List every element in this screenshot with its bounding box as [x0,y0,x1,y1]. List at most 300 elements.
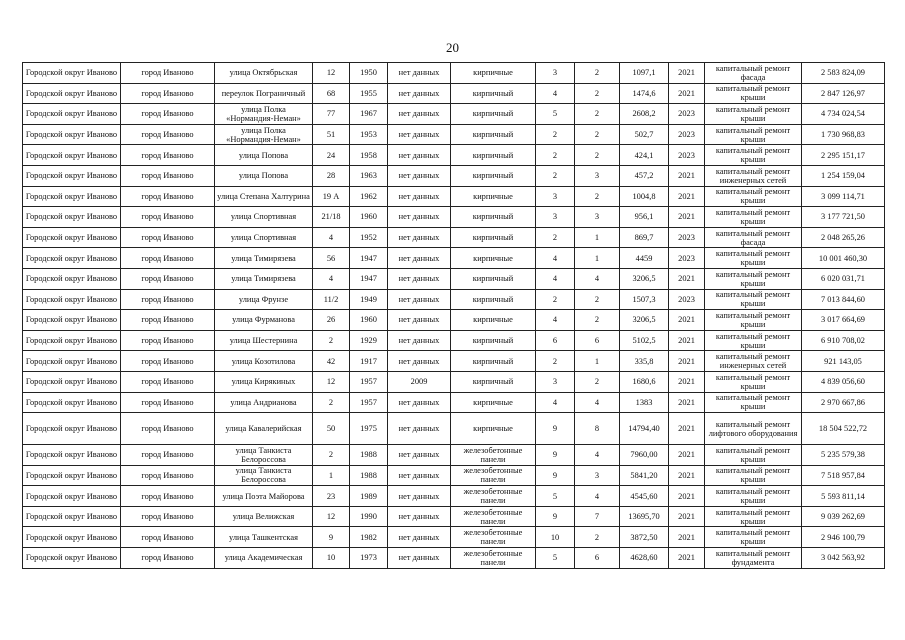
cell-area: 14794,40 [620,413,669,445]
cell-settlement: город Иваново [121,527,215,548]
cell-cost: 2 847 126,97 [802,83,885,104]
cell-house-number: 12 [313,63,350,84]
cell-municipality: Городской округ Иваново [23,486,121,507]
cell-work-type: капитальный ремонт крыши [705,83,802,104]
cell-house-number: 28 [313,165,350,186]
cell-floors: 4 [536,392,575,413]
cell-cost: 2 970 667,86 [802,392,885,413]
cell-house-number: 42 [313,351,350,372]
cell-street: улица Козотилова [215,351,313,372]
cell-floors: 3 [536,371,575,392]
cell-repair-year: 2023 [669,124,705,145]
cell-settlement: город Иваново [121,227,215,248]
cell-street: улица Велижская [215,506,313,527]
cell-street: улица Танкиста Белороссова [215,445,313,466]
cell-municipality: Городской округ Иваново [23,104,121,125]
cell-settlement: город Иваново [121,124,215,145]
cell-settlement: город Иваново [121,310,215,331]
cell-settlement: город Иваново [121,351,215,372]
cell-cost: 2 583 824,09 [802,63,885,84]
cell-area: 1097,1 [620,63,669,84]
cell-floors: 9 [536,465,575,486]
cell-floors: 5 [536,486,575,507]
cell-area: 869,7 [620,227,669,248]
cell-street: улица Спортивная [215,227,313,248]
cell-repair-year: 2021 [669,330,705,351]
cell-year-built: 1967 [350,104,388,125]
cell-year-reconstructed: нет данных [388,413,451,445]
cell-house-number: 68 [313,83,350,104]
cell-cost: 3 177 721,50 [802,207,885,228]
table-row [23,186,885,207]
cell-year-built: 1963 [350,165,388,186]
cell-municipality: Городской округ Иваново [23,83,121,104]
cell-wall-material: кирпичные [451,413,536,445]
cell-area: 7960,00 [620,445,669,466]
cell-year-reconstructed: нет данных [388,486,451,507]
cell-work-type: капитальный ремонт крыши [705,486,802,507]
cell-year-reconstructed: нет данных [388,186,451,207]
cell-municipality: Городской округ Иваново [23,268,121,289]
cell-cost: 5 593 811,14 [802,486,885,507]
cell-street: улица Академическая [215,548,313,569]
cell-floors: 4 [536,310,575,331]
cell-work-type: капитальный ремонт лифтового оборудования [705,413,802,445]
cell-area: 4545,60 [620,486,669,507]
cell-repair-year: 2021 [669,548,705,569]
cell-year-built: 1953 [350,124,388,145]
cell-municipality: Городской округ Иваново [23,124,121,145]
cell-municipality: Городской округ Иваново [23,289,121,310]
cell-floors: 5 [536,548,575,569]
cell-area: 457,2 [620,165,669,186]
cell-repair-year: 2023 [669,248,705,269]
cell-house-number: 1 [313,465,350,486]
cell-entrances: 2 [575,63,620,84]
cell-repair-year: 2021 [669,351,705,372]
table-row [23,63,885,84]
cell-repair-year: 2021 [669,445,705,466]
cell-street: улица Тимирязева [215,268,313,289]
cell-year-built: 1947 [350,268,388,289]
cell-entrances: 6 [575,330,620,351]
cell-year-built: 1960 [350,207,388,228]
cell-entrances: 2 [575,124,620,145]
cell-floors: 2 [536,145,575,166]
cell-house-number: 2 [313,330,350,351]
cell-repair-year: 2021 [669,83,705,104]
cell-cost: 1 254 159,04 [802,165,885,186]
cell-entrances: 8 [575,413,620,445]
cell-street: улица Поэта Майорова [215,486,313,507]
cell-cost: 921 143,05 [802,351,885,372]
cell-work-type: капитальный ремонт крыши [705,145,802,166]
table-row [23,104,885,125]
cell-cost: 7 518 957,84 [802,465,885,486]
cell-work-type: капитальный ремонт крыши [705,310,802,331]
cell-area: 5841,20 [620,465,669,486]
cell-area: 1383 [620,392,669,413]
cell-year-reconstructed: нет данных [388,506,451,527]
cell-entrances: 4 [575,268,620,289]
cell-wall-material: кирпичные [451,248,536,269]
cell-house-number: 4 [313,227,350,248]
cell-work-type: капитальный ремонт крыши [705,330,802,351]
cell-municipality: Городской округ Иваново [23,310,121,331]
cell-floors: 2 [536,165,575,186]
cell-cost: 2 295 151,17 [802,145,885,166]
cell-work-type: капитальный ремонт крыши [705,527,802,548]
cell-floors: 5 [536,104,575,125]
cell-entrances: 1 [575,351,620,372]
cell-work-type: капитальный ремонт крыши [705,371,802,392]
table-row [23,310,885,331]
cell-cost: 3 099 114,71 [802,186,885,207]
cell-work-type: капитальный ремонт инженерных сетей [705,165,802,186]
cell-cost: 4 839 056,60 [802,371,885,392]
cell-settlement: город Иваново [121,165,215,186]
cell-entrances: 3 [575,465,620,486]
cell-settlement: город Иваново [121,104,215,125]
cell-settlement: город Иваново [121,486,215,507]
cell-repair-year: 2021 [669,207,705,228]
table-body [23,63,885,569]
cell-house-number: 19 А [313,186,350,207]
cell-work-type: капитальный ремонт крыши [705,124,802,145]
cell-work-type: капитальный ремонт крыши [705,465,802,486]
cell-year-reconstructed: нет данных [388,445,451,466]
buildings-table [22,62,885,569]
cell-house-number: 4 [313,268,350,289]
cell-wall-material: кирпичный [451,165,536,186]
cell-wall-material: кирпичные [451,310,536,331]
table-row [23,268,885,289]
page-number: 20 [446,40,459,55]
cell-house-number: 2 [313,392,350,413]
cell-house-number: 26 [313,310,350,331]
cell-year-reconstructed: нет данных [388,145,451,166]
cell-year-reconstructed: нет данных [388,330,451,351]
cell-house-number: 23 [313,486,350,507]
cell-street: переулок Пограничный [215,83,313,104]
cell-house-number: 56 [313,248,350,269]
cell-work-type: капитальный ремонт инженерных сетей [705,351,802,372]
cell-wall-material: кирпичный [451,351,536,372]
cell-cost: 2 946 100,79 [802,527,885,548]
cell-entrances: 1 [575,248,620,269]
cell-house-number: 51 [313,124,350,145]
cell-street: улица Полка «Нормандия-Неман» [215,124,313,145]
cell-repair-year: 2021 [669,506,705,527]
cell-wall-material: кирпичный [451,207,536,228]
cell-year-built: 1990 [350,506,388,527]
cell-area: 1004,8 [620,186,669,207]
cell-floors: 2 [536,227,575,248]
cell-municipality: Городской округ Иваново [23,330,121,351]
table-row [23,145,885,166]
cell-work-type: капитальный ремонт крыши [705,445,802,466]
cell-street: улица Тимирязева [215,248,313,269]
cell-settlement: город Иваново [121,413,215,445]
cell-year-built: 1949 [350,289,388,310]
cell-settlement: город Иваново [121,548,215,569]
cell-year-built: 1973 [350,548,388,569]
cell-settlement: город Иваново [121,268,215,289]
cell-work-type: капитальный ремонт крыши [705,289,802,310]
cell-house-number: 12 [313,506,350,527]
cell-house-number: 10 [313,548,350,569]
cell-entrances: 4 [575,445,620,466]
cell-area: 956,1 [620,207,669,228]
cell-area: 1507,3 [620,289,669,310]
cell-year-built: 1947 [350,248,388,269]
cell-year-built: 1982 [350,527,388,548]
cell-year-reconstructed: нет данных [388,351,451,372]
cell-floors: 2 [536,289,575,310]
cell-entrances: 2 [575,310,620,331]
cell-wall-material: железобетонные панели [451,527,536,548]
cell-work-type: капитальный ремонт фундамента [705,548,802,569]
cell-repair-year: 2021 [669,268,705,289]
cell-year-reconstructed: нет данных [388,83,451,104]
table-row [23,445,885,466]
cell-municipality: Городской округ Иваново [23,207,121,228]
cell-cost: 3 017 664,69 [802,310,885,331]
cell-year-reconstructed: нет данных [388,289,451,310]
cell-wall-material: кирпичный [451,330,536,351]
cell-cost: 6 910 708,02 [802,330,885,351]
cell-house-number: 77 [313,104,350,125]
table-row [23,227,885,248]
cell-work-type: капитальный ремонт крыши [705,207,802,228]
cell-settlement: город Иваново [121,445,215,466]
cell-entrances: 3 [575,165,620,186]
cell-municipality: Городской округ Иваново [23,165,121,186]
cell-year-built: 1988 [350,465,388,486]
cell-settlement: город Иваново [121,392,215,413]
cell-municipality: Городской округ Иваново [23,527,121,548]
cell-year-built: 1988 [350,445,388,466]
cell-entrances: 2 [575,289,620,310]
cell-entrances: 7 [575,506,620,527]
cell-cost: 3 042 563,92 [802,548,885,569]
cell-floors: 9 [536,445,575,466]
cell-area: 3206,5 [620,268,669,289]
cell-area: 2608,2 [620,104,669,125]
cell-house-number: 50 [313,413,350,445]
table-row [23,248,885,269]
cell-cost: 5 235 579,38 [802,445,885,466]
cell-municipality: Городской округ Иваново [23,186,121,207]
cell-work-type: капитальный ремонт крыши [705,268,802,289]
cell-wall-material: кирпичный [451,104,536,125]
cell-wall-material: железобетонные панели [451,506,536,527]
cell-year-reconstructed: нет данных [388,527,451,548]
cell-street: улица Спортивная [215,207,313,228]
cell-year-built: 1929 [350,330,388,351]
cell-street: улица Фрунзе [215,289,313,310]
cell-settlement: город Иваново [121,207,215,228]
cell-repair-year: 2023 [669,289,705,310]
cell-year-built: 1957 [350,392,388,413]
cell-year-built: 1962 [350,186,388,207]
cell-area: 13695,70 [620,506,669,527]
cell-municipality: Городской округ Иваново [23,145,121,166]
cell-settlement: город Иваново [121,506,215,527]
cell-municipality: Городской округ Иваново [23,227,121,248]
cell-street: улица Полка «Нормандия-Неман» [215,104,313,125]
cell-year-built: 1960 [350,310,388,331]
cell-cost: 9 039 262,69 [802,506,885,527]
cell-entrances: 2 [575,83,620,104]
cell-house-number: 21/18 [313,207,350,228]
cell-year-built: 1975 [350,413,388,445]
table-row [23,486,885,507]
cell-repair-year: 2021 [669,165,705,186]
cell-street: улица Степана Халтурина [215,186,313,207]
cell-wall-material: кирпичный [451,227,536,248]
cell-floors: 3 [536,63,575,84]
cell-settlement: город Иваново [121,248,215,269]
cell-house-number: 11/2 [313,289,350,310]
table-row [23,83,885,104]
cell-entrances: 2 [575,104,620,125]
table-row [23,289,885,310]
cell-cost: 10 001 460,30 [802,248,885,269]
cell-year-reconstructed: нет данных [388,248,451,269]
cell-year-reconstructed: нет данных [388,548,451,569]
cell-floors: 2 [536,124,575,145]
cell-area: 4459 [620,248,669,269]
cell-area: 1474,6 [620,83,669,104]
table-row [23,465,885,486]
cell-repair-year: 2021 [669,371,705,392]
cell-house-number: 12 [313,371,350,392]
cell-repair-year: 2021 [669,63,705,84]
cell-year-built: 1955 [350,83,388,104]
cell-entrances: 2 [575,371,620,392]
cell-area: 502,7 [620,124,669,145]
cell-entrances: 4 [575,392,620,413]
cell-street: улица Кирякиных [215,371,313,392]
cell-year-reconstructed: 2009 [388,371,451,392]
cell-entrances: 2 [575,186,620,207]
cell-wall-material: железобетонные панели [451,548,536,569]
cell-floors: 6 [536,330,575,351]
cell-settlement: город Иваново [121,145,215,166]
cell-cost: 18 504 522,72 [802,413,885,445]
cell-repair-year: 2021 [669,186,705,207]
cell-street: улица Ташкентская [215,527,313,548]
cell-area: 4628,60 [620,548,669,569]
table-row [23,351,885,372]
cell-street: улица Попова [215,145,313,166]
cell-wall-material: железобетонные панели [451,486,536,507]
cell-wall-material: кирпичный [451,124,536,145]
cell-floors: 4 [536,268,575,289]
table-row [23,165,885,186]
cell-work-type: капитальный ремонт крыши [705,506,802,527]
cell-entrances: 6 [575,548,620,569]
cell-area: 335,8 [620,351,669,372]
cell-area: 5102,5 [620,330,669,351]
cell-cost: 1 730 968,83 [802,124,885,145]
cell-street: улица Кавалерийская [215,413,313,445]
cell-settlement: город Иваново [121,63,215,84]
cell-work-type: капитальный ремонт крыши [705,104,802,125]
cell-municipality: Городской округ Иваново [23,445,121,466]
cell-house-number: 2 [313,445,350,466]
table-row [23,413,885,445]
cell-year-reconstructed: нет данных [388,465,451,486]
cell-repair-year: 2023 [669,227,705,248]
table-row [23,506,885,527]
cell-year-reconstructed: нет данных [388,392,451,413]
cell-floors: 2 [536,351,575,372]
cell-area: 3206,5 [620,310,669,331]
cell-wall-material: железобетонные панели [451,445,536,466]
cell-wall-material: кирпичные [451,392,536,413]
cell-year-built: 1917 [350,351,388,372]
cell-municipality: Городской округ Иваново [23,392,121,413]
cell-area: 1680,6 [620,371,669,392]
cell-entrances: 4 [575,486,620,507]
cell-work-type: капитальный ремонт крыши [705,392,802,413]
cell-work-type: капитальный ремонт фасада [705,227,802,248]
cell-wall-material: кирпичные [451,63,536,84]
cell-street: улица Андрианова [215,392,313,413]
cell-municipality: Городской округ Иваново [23,371,121,392]
cell-municipality: Городской округ Иваново [23,465,121,486]
cell-work-type: капитальный ремонт крыши [705,248,802,269]
cell-floors: 10 [536,527,575,548]
cell-floors: 4 [536,83,575,104]
cell-year-reconstructed: нет данных [388,63,451,84]
cell-floors: 9 [536,413,575,445]
cell-street: улица Танкиста Белороссова [215,465,313,486]
cell-year-reconstructed: нет данных [388,124,451,145]
cell-repair-year: 2021 [669,465,705,486]
cell-year-reconstructed: нет данных [388,310,451,331]
cell-work-type: капитальный ремонт крыши [705,186,802,207]
cell-settlement: город Иваново [121,465,215,486]
cell-settlement: город Иваново [121,371,215,392]
cell-repair-year: 2021 [669,486,705,507]
cell-cost: 2 048 265,26 [802,227,885,248]
cell-year-built: 1957 [350,371,388,392]
cell-year-built: 1950 [350,63,388,84]
cell-wall-material: кирпичный [451,145,536,166]
cell-area: 3872,50 [620,527,669,548]
cell-wall-material: кирпичные [451,186,536,207]
cell-municipality: Городской округ Иваново [23,351,121,372]
cell-floors: 9 [536,506,575,527]
cell-work-type: капитальный ремонт фасада [705,63,802,84]
cell-wall-material: кирпичный [451,268,536,289]
cell-year-built: 1952 [350,227,388,248]
cell-repair-year: 2021 [669,392,705,413]
cell-repair-year: 2023 [669,145,705,166]
cell-municipality: Городской округ Иваново [23,63,121,84]
cell-repair-year: 2021 [669,413,705,445]
cell-floors: 3 [536,207,575,228]
cell-area: 424,1 [620,145,669,166]
cell-wall-material: железобетонные панели [451,465,536,486]
cell-year-reconstructed: нет данных [388,207,451,228]
cell-settlement: город Иваново [121,186,215,207]
table-row [23,371,885,392]
cell-municipality: Городской округ Иваново [23,506,121,527]
